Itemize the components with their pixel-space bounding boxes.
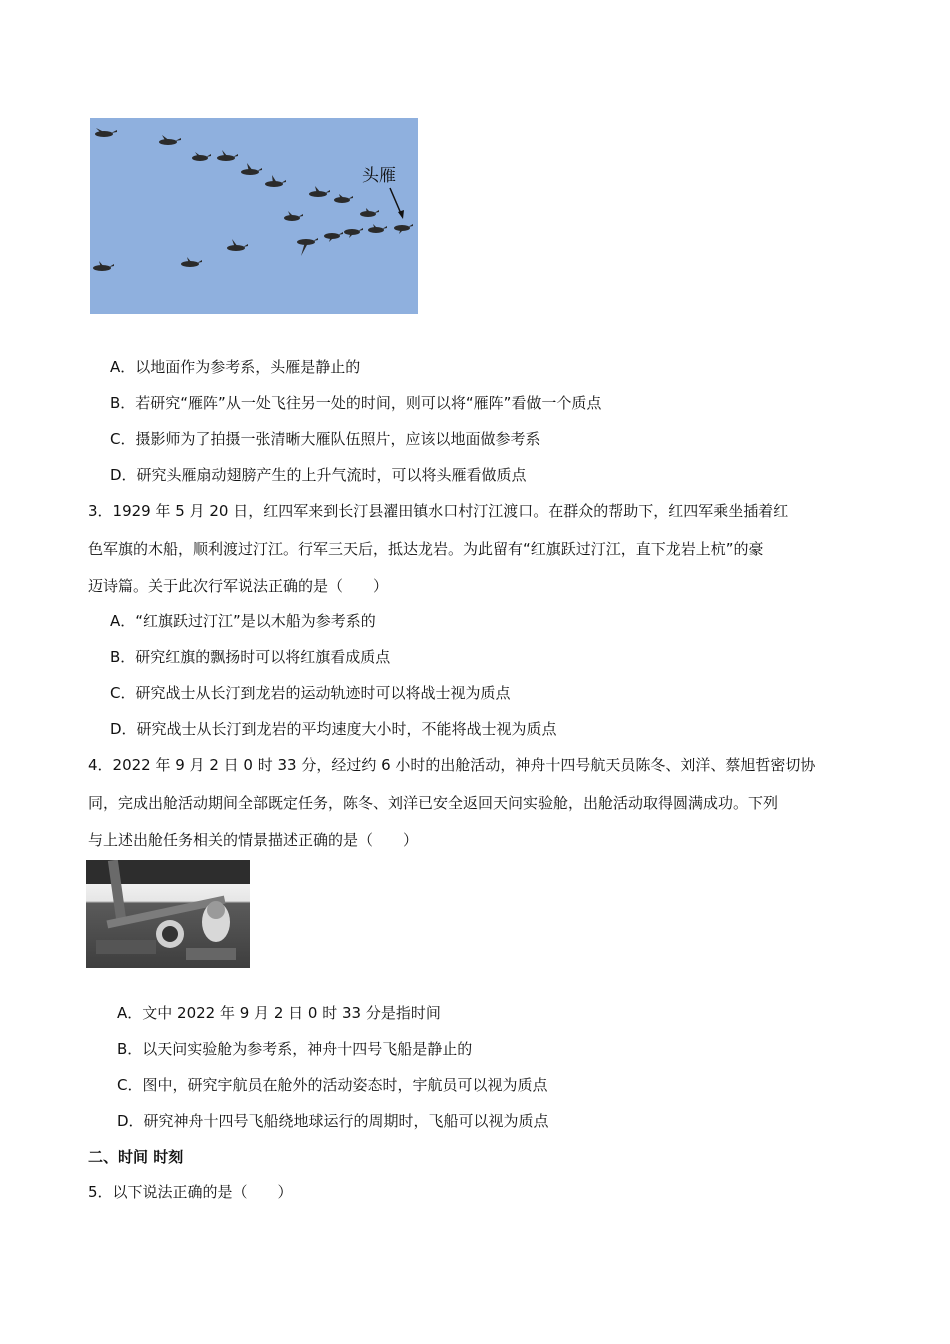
q4-option-c: C．图中，研究宇航员在舱外的活动姿态时，宇航员可以视为质点 [117,1076,548,1094]
section-heading: 二、时间 时刻 [88,1148,184,1166]
q2-option-c: C．摄影师为了拍摄一张清晰大雁队伍照片，应该以地面做参考系 [110,430,541,448]
q3-option-d: D．研究战士从长汀到龙岩的平均速度大小时，不能将战士视为质点 [110,720,557,738]
q4-stem-line2: 同，完成出舱活动期间全部既定任务，陈冬、刘洋已安全返回天问实验舱，出舱活动取得圆满成功。下列 [88,794,779,812]
q4-stem-line3: 与上述出舱任务相关的情景描述正确的是（ ） [88,831,419,849]
q3-option-a: A．“红旗跃过汀江”是以木船为参考系的 [110,612,376,630]
q3-stem-line1: 3．1929 年 5 月 20 日，红四军来到长汀县濯田镇水口村汀江渡口。在群众的帮助下，红四军乘坐插着红 [88,502,789,520]
q4-option-d: D．研究神舟十四号飞船绕地球运行的周期时，飞船可以视为质点 [117,1112,549,1130]
astronaut-illustration [86,860,250,968]
geese-illustration [90,118,418,314]
q4-stem-line1: 4．2022 年 9 月 2 日 0 时 33 分，经过约 6 小时的出舱活动，神舟十四号航天员陈冬、刘洋、蔡旭哲密切协 [88,756,816,774]
q3-stem-line2: 色军旗的木船，顺利渡过汀江。行军三天后，抵达龙岩。为此留有“红旗跃过汀江，直下龙岩上杭”的豪 [88,540,764,558]
geese-photo [90,118,418,314]
q3-option-b: B．研究红旗的飘扬时可以将红旗看成质点 [110,648,391,666]
q2-option-d: D．研究头雁扇动翅膀产生的上升气流时，可以将头雁看做质点 [110,466,527,484]
q4-option-b: B．以天问实验舱为参考系，神舟十四号飞船是静止的 [117,1040,473,1058]
q3-stem-line3: 迈诗篇。关于此次行军说法正确的是（ ） [88,577,389,595]
astronaut-photo [86,860,250,968]
q2-option-b: B．若研究“雁阵”从一处飞往另一处的时间，则可以将“雁阵”看做一个质点 [110,394,602,412]
arrow-head-icon [398,210,404,219]
q2-option-a: A．以地面作为参考系，头雁是静止的 [110,358,361,376]
q4-option-a: A．文中 2022 年 9 月 2 日 0 时 33 分是指时间 [117,1004,441,1022]
geese-flock [93,128,413,271]
q5-stem: 5．以下说法正确的是（ ） [88,1183,293,1201]
lead-goose-label: 头雁 [362,166,396,186]
q3-option-c: C．研究战士从长汀到龙岩的运动轨迹时可以将战士视为质点 [110,684,511,702]
